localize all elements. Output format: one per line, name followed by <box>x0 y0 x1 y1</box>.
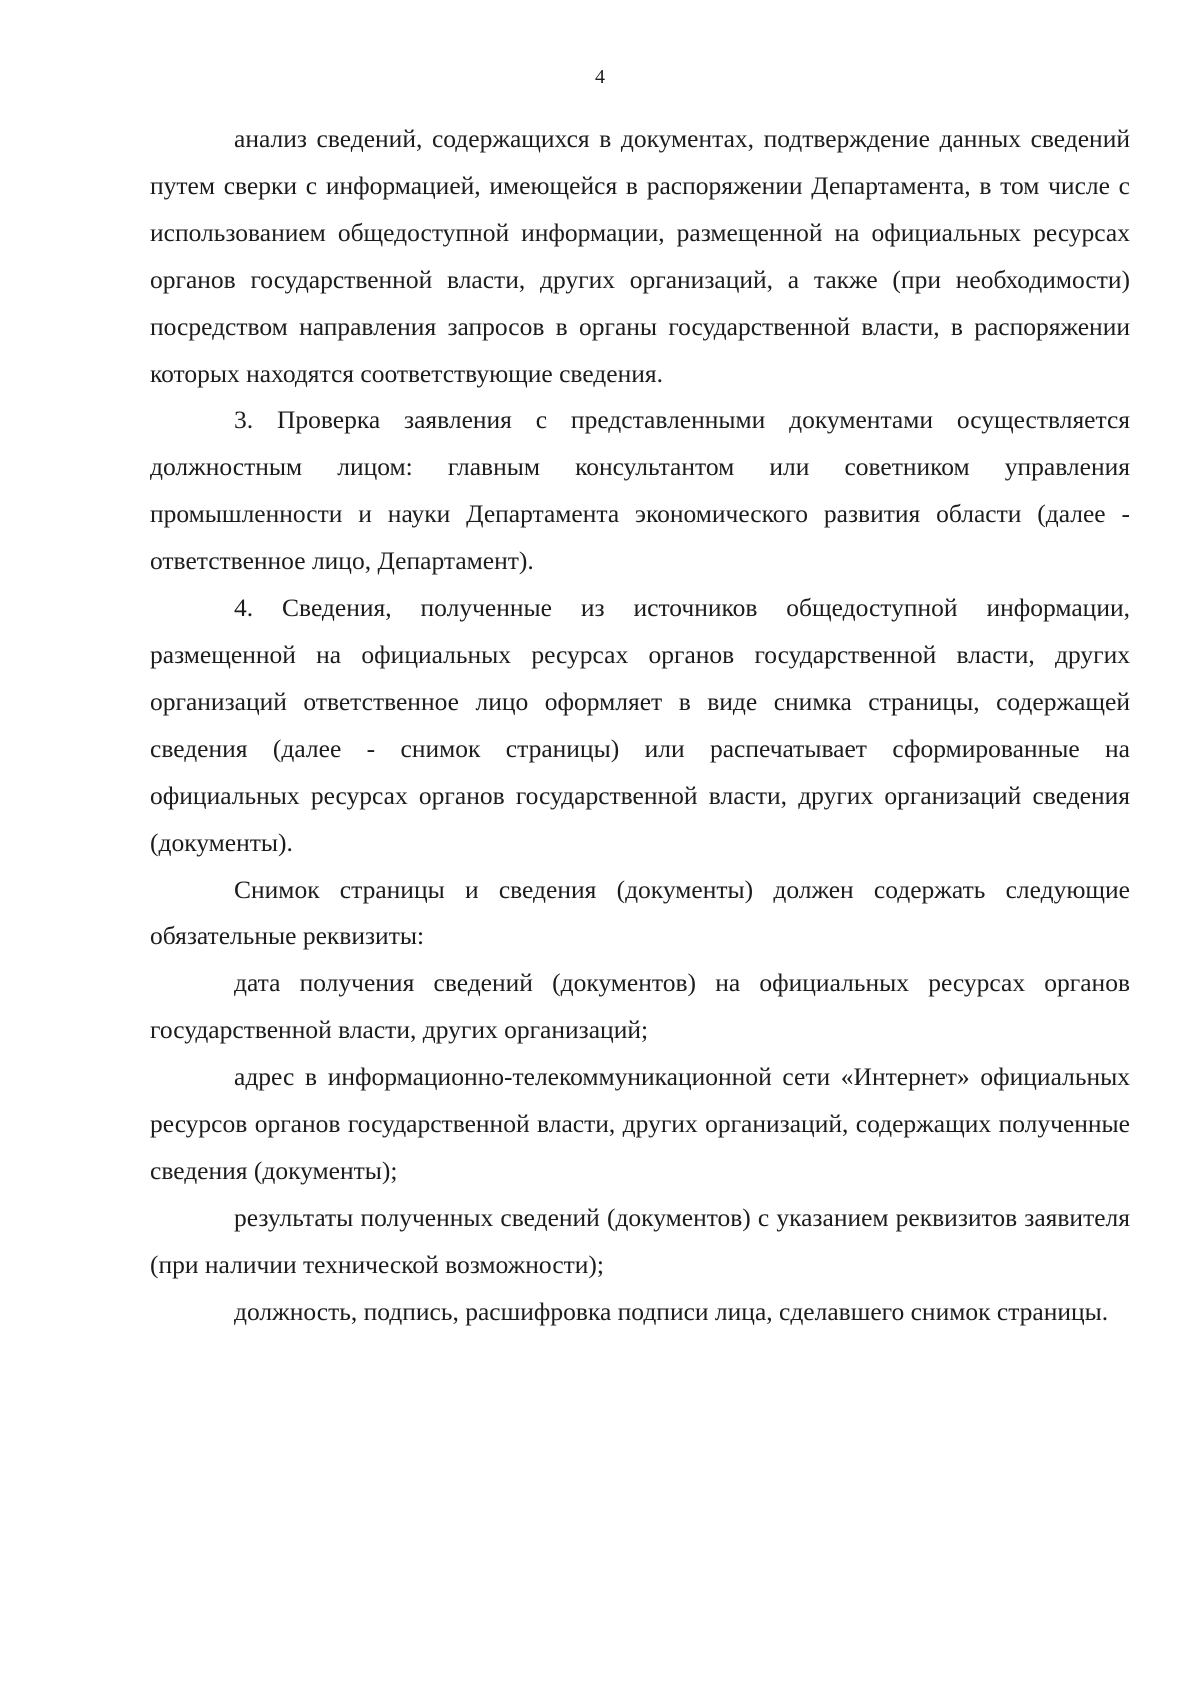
page-number: 4 <box>595 66 605 88</box>
requisite-date: дата получения сведений (документов) на официальных ресурсах органов государственной власти, других организаций; <box>150 968 1130 1045</box>
requisite-signature: должность, подпись, расшифровка подписи лица, сделавшего снимок страницы. <box>234 1296 1109 1326</box>
paragraph-requisites-intro: Снимок страницы и сведения (документы) должен содержать следующие обязательные реквизиты: <box>150 874 1130 951</box>
paragraph-3: 3. Проверка заявления с представленными документами осуществляется должностным лицом: главным консультантом или советником управления промышленности и науки Департамента экономического развития области (далее - ответственное лицо, Департамент). <box>150 405 1130 576</box>
document-body <box>150 116 1130 1336</box>
requisite-results: результаты полученных сведений (документов) с указанием реквизитов заявителя (при наличии технической возможности); <box>150 1202 1130 1279</box>
paragraph-continuation: анализ сведений, содержащихся в документах, подтверждение данных сведений путем сверки с информацией, имеющейся в распоряжении Департамента, в том числе с использованием общедоступной информации, размещенной на официальных ресурсах органов государственной власти, других организаций, а также (при необходимости) посредством направления запросов в органы государственной власти, в распоряжении которых находятся соответствующие сведения. <box>150 124 1130 388</box>
paragraph-4: 4. Сведения, полученные из источников общедоступной информации, размещенной на официальных ресурсах органов государственной власти, других организаций ответственное лицо оформляет в виде снимка страницы, содержащей сведения (далее - снимок страницы) или распечатывает сформированные на официальных ресурсах органов государственной власти, других организаций сведения (документы). <box>150 593 1130 857</box>
requisite-address: адрес в информационно-телекоммуникационной сети «Интернет» официальных ресурсов органов государственной власти, других организаций, содержащих полученные сведения (документы); <box>150 1062 1130 1185</box>
